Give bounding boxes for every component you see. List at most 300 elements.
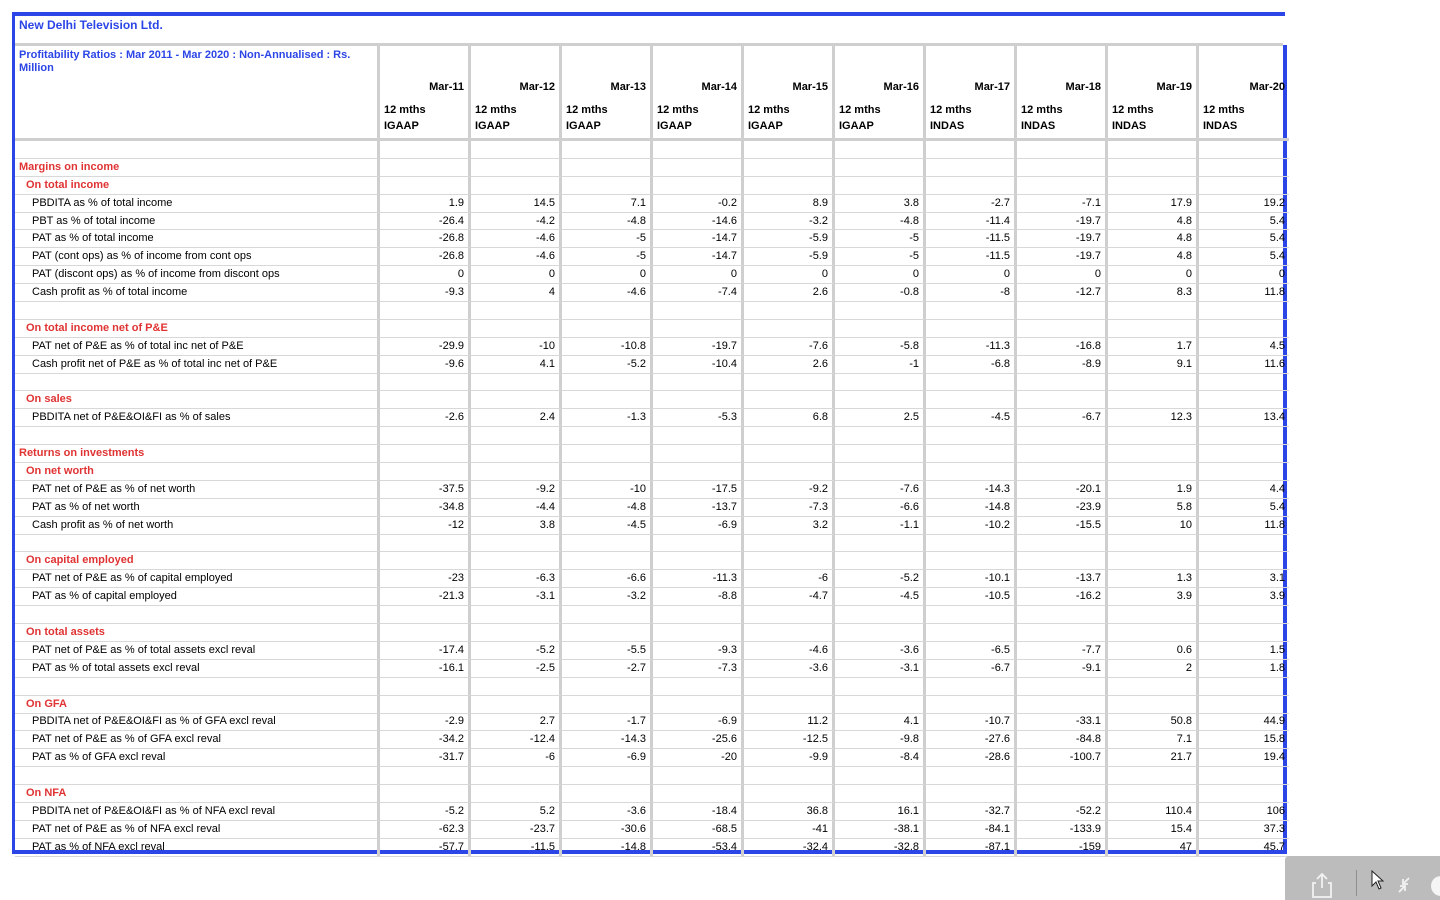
value-cell: -3.2 (744, 213, 835, 231)
value-cell: -9.8 (835, 731, 926, 749)
row-label: Cash profit net of P&E as % of total inc net of P&E (15, 356, 380, 374)
value-cell: -4.8 (562, 213, 653, 231)
period-subheader-row (15, 98, 1289, 141)
value-cell: 0 (926, 266, 1017, 284)
empty-cell (1108, 391, 1199, 409)
empty-cell (835, 606, 926, 624)
period-basis (1017, 98, 1108, 141)
empty-cell (744, 535, 835, 553)
value-cell: -14.7 (653, 248, 744, 266)
period-months: 12 mths (1203, 104, 1245, 116)
value-cell: -2.7 (562, 660, 653, 678)
value-cell: -0.2 (653, 195, 744, 213)
value-cell: -7.3 (744, 499, 835, 517)
empty-cell (926, 535, 1017, 553)
value-cell: 5.8 (1108, 499, 1199, 517)
table-row (15, 588, 1289, 606)
empty-cell (653, 159, 744, 177)
value-cell: -29.9 (380, 338, 471, 356)
value-cell: 0 (562, 266, 653, 284)
value-cell: -12.5 (744, 731, 835, 749)
value-cell: -8.4 (835, 749, 926, 767)
value-cell: -5.9 (744, 248, 835, 266)
value-cell: -52.2 (1017, 803, 1108, 821)
empty-cell (1199, 463, 1289, 481)
empty-cell (1108, 678, 1199, 696)
empty-cell (1108, 159, 1199, 177)
value-cell: -6.7 (926, 660, 1017, 678)
value-cell: -2.9 (380, 714, 471, 732)
value-cell: -4.6 (562, 284, 653, 302)
empty-cell (562, 159, 653, 177)
period-label: Mar-12 (471, 78, 562, 98)
row-label: PBDITA net of P&E&OI&FI as % of sales (15, 409, 380, 427)
empty-cell (835, 678, 926, 696)
period-standard: INDAS (1021, 120, 1056, 132)
value-cell: 1.9 (1108, 481, 1199, 499)
empty-cell (835, 302, 926, 320)
empty-cell (1017, 552, 1108, 570)
section-heading-row (15, 177, 1289, 195)
value-cell: -13.7 (653, 499, 744, 517)
table-row (15, 714, 1289, 732)
value-cell: -10 (562, 481, 653, 499)
value-cell: -4.5 (926, 409, 1017, 427)
value-cell: -23.7 (471, 821, 562, 839)
spacer-row (15, 302, 1289, 320)
empty-cell (926, 606, 1017, 624)
empty-cell (471, 678, 562, 696)
empty-cell (380, 320, 471, 338)
spacer-row (15, 678, 1289, 696)
empty-cell (926, 696, 1017, 714)
value-cell: 2.6 (744, 356, 835, 374)
empty-cell (653, 391, 744, 409)
table-row (15, 803, 1289, 821)
period-label: Mar-11 (380, 78, 471, 98)
table-row (15, 839, 1289, 857)
empty-cell (926, 624, 1017, 642)
value-cell: 1.9 (380, 195, 471, 213)
empty-cell (562, 785, 653, 803)
empty-cell (1108, 445, 1199, 463)
empty-cell (15, 678, 380, 696)
empty-cell (1199, 159, 1289, 177)
value-cell: 44.9 (1199, 714, 1289, 732)
value-cell: -7.4 (653, 284, 744, 302)
header-label-cell (15, 78, 380, 98)
value-cell: -5.3 (653, 409, 744, 427)
value-cell: -87.1 (926, 839, 1017, 857)
value-cell: 16.1 (835, 803, 926, 821)
value-cell: 3.9 (1199, 588, 1289, 606)
value-cell: 0 (380, 266, 471, 284)
value-cell: -16.8 (1017, 338, 1108, 356)
value-cell: -0.8 (835, 284, 926, 302)
section-heading-row (15, 159, 1289, 177)
table-row (15, 642, 1289, 660)
value-cell: -12.4 (471, 731, 562, 749)
row-label: PAT net of P&E as % of NFA excl reval (15, 821, 380, 839)
value-cell: 45.7 (1199, 839, 1289, 857)
value-cell: -14.3 (926, 481, 1017, 499)
row-label: PAT net of P&E as % of net worth (15, 481, 380, 499)
empty-cell (471, 374, 562, 392)
empty-cell (835, 785, 926, 803)
period-basis (744, 98, 835, 141)
spacer-row (15, 374, 1289, 392)
empty-cell (471, 391, 562, 409)
empty-cell (744, 159, 835, 177)
value-cell: 5.4 (1199, 248, 1289, 266)
value-cell: 1.5 (1199, 642, 1289, 660)
value-cell: -7.1 (1017, 195, 1108, 213)
value-cell: -5.5 (562, 642, 653, 660)
value-cell: 106 (1199, 803, 1289, 821)
value-cell: -5.9 (744, 230, 835, 248)
value-cell: -62.3 (380, 821, 471, 839)
value-cell: 0 (1108, 266, 1199, 284)
value-cell: -15.5 (1017, 517, 1108, 535)
empty-cell (471, 445, 562, 463)
section-heading-row (15, 391, 1289, 409)
row-label: PBDITA net of P&E&OI&FI as % of NFA excl reval (15, 803, 380, 821)
value-cell: -26.4 (380, 213, 471, 231)
empty-cell (1199, 374, 1289, 392)
value-cell: -6.5 (926, 642, 1017, 660)
empty-cell (1199, 767, 1289, 785)
value-cell: -1.7 (562, 714, 653, 732)
empty-cell (744, 606, 835, 624)
row-label: PBT as % of total income (15, 213, 380, 231)
period-label: Mar-18 (1017, 78, 1108, 98)
value-cell: 0 (1199, 266, 1289, 284)
empty-cell (653, 141, 744, 159)
empty-cell (562, 678, 653, 696)
row-label: PAT (discont ops) as % of income from discont ops (15, 266, 380, 284)
share-icon[interactable] (1309, 872, 1335, 898)
value-cell: 5.4 (1199, 213, 1289, 231)
table-row (15, 230, 1289, 248)
value-cell: 2 (1108, 660, 1199, 678)
value-cell: -84.1 (926, 821, 1017, 839)
empty-cell (1108, 624, 1199, 642)
empty-cell (1017, 445, 1108, 463)
value-cell: 0 (471, 266, 562, 284)
period-months: 12 mths (748, 104, 790, 116)
empty-cell (744, 552, 835, 570)
empty-cell (380, 678, 471, 696)
value-cell: 3.9 (1108, 588, 1199, 606)
empty-cell (835, 552, 926, 570)
empty-cell (562, 391, 653, 409)
value-cell: -37.5 (380, 481, 471, 499)
value-cell: -133.9 (1017, 821, 1108, 839)
value-cell: 19.4 (1199, 749, 1289, 767)
value-cell: -11.5 (926, 248, 1017, 266)
empty-cell (926, 767, 1017, 785)
value-cell: 3.8 (835, 195, 926, 213)
empty-cell (380, 302, 471, 320)
section-heading: On total income (15, 177, 380, 195)
value-cell: -23.9 (1017, 499, 1108, 517)
empty-cell (1108, 535, 1199, 553)
empty-cell (653, 696, 744, 714)
value-cell: 2.7 (471, 714, 562, 732)
empty-cell (471, 159, 562, 177)
empty-cell (926, 552, 1017, 570)
subheader-label-cell (15, 98, 380, 141)
value-cell: -30.6 (562, 821, 653, 839)
period-months: 12 mths (384, 104, 426, 116)
empty-cell (1017, 374, 1108, 392)
row-label: PAT net of P&E as % of total inc net of P&E (15, 338, 380, 356)
empty-cell (1199, 678, 1289, 696)
empty-cell (653, 445, 744, 463)
empty-cell (15, 427, 380, 445)
value-cell: -6.3 (471, 570, 562, 588)
value-cell: -5.2 (835, 570, 926, 588)
value-cell: -12.7 (1017, 284, 1108, 302)
empty-cell (1108, 177, 1199, 195)
value-cell: -5.2 (562, 356, 653, 374)
value-cell: 0 (1017, 266, 1108, 284)
value-cell: -23 (380, 570, 471, 588)
empty-cell (1199, 302, 1289, 320)
value-cell: -2.5 (471, 660, 562, 678)
value-cell: -6.7 (1017, 409, 1108, 427)
value-cell: -10.8 (562, 338, 653, 356)
company-name: New Delhi Television Ltd. (19, 18, 163, 32)
value-cell: -68.5 (653, 821, 744, 839)
value-cell: -10.4 (653, 356, 744, 374)
value-cell: 50.8 (1108, 714, 1199, 732)
value-cell: -11.4 (926, 213, 1017, 231)
table-row (15, 213, 1289, 231)
value-cell: -6 (471, 749, 562, 767)
section-heading: On capital employed (15, 552, 380, 570)
value-cell: -11.3 (653, 570, 744, 588)
value-cell: -10.2 (926, 517, 1017, 535)
value-cell: -4.4 (471, 499, 562, 517)
empty-cell (380, 177, 471, 195)
empty-cell (471, 535, 562, 553)
table-row (15, 195, 1289, 213)
empty-cell (1108, 606, 1199, 624)
table-row (15, 570, 1289, 588)
empty-cell (1199, 141, 1289, 159)
empty-cell (744, 463, 835, 481)
empty-cell (380, 552, 471, 570)
value-cell: -6.9 (562, 749, 653, 767)
table-row (15, 749, 1289, 767)
value-cell: -21.3 (380, 588, 471, 606)
value-cell: -26.8 (380, 230, 471, 248)
value-cell: -5.2 (471, 642, 562, 660)
empty-cell (835, 320, 926, 338)
value-cell: -1.3 (562, 409, 653, 427)
empty-cell (562, 427, 653, 445)
empty-cell (1017, 159, 1108, 177)
period-standard: IGAAP (475, 120, 510, 132)
empty-cell (1017, 535, 1108, 553)
period-months: 12 mths (839, 104, 881, 116)
value-cell: -8.9 (1017, 356, 1108, 374)
empty-cell (1017, 177, 1108, 195)
empty-cell (1017, 391, 1108, 409)
empty-cell (471, 141, 562, 159)
empty-cell (926, 177, 1017, 195)
empty-cell (1108, 767, 1199, 785)
value-cell: -14.8 (562, 839, 653, 857)
value-cell: 3.1 (1199, 570, 1289, 588)
value-cell: -13.7 (1017, 570, 1108, 588)
empty-cell (562, 624, 653, 642)
period-basis (835, 98, 926, 141)
value-cell: -14.6 (653, 213, 744, 231)
table-row (15, 499, 1289, 517)
value-cell: -16.1 (380, 660, 471, 678)
empty-cell (471, 606, 562, 624)
value-cell: -19.7 (1017, 248, 1108, 266)
empty-cell (471, 320, 562, 338)
value-cell: -16.2 (1017, 588, 1108, 606)
value-cell: -34.2 (380, 731, 471, 749)
empty-cell (653, 606, 744, 624)
empty-cell (15, 606, 380, 624)
empty-cell (380, 624, 471, 642)
value-cell: 11.2 (744, 714, 835, 732)
period-standard: INDAS (930, 120, 965, 132)
value-cell: -19.7 (653, 338, 744, 356)
empty-cell (835, 463, 926, 481)
value-cell: -2.6 (380, 409, 471, 427)
value-cell: 0.6 (1108, 642, 1199, 660)
empty-cell (1199, 445, 1289, 463)
period-basis (380, 98, 471, 141)
period-months: 12 mths (1021, 104, 1063, 116)
empty-cell (380, 535, 471, 553)
dock-divider (1356, 870, 1357, 896)
empty-cell (744, 302, 835, 320)
empty-cell (744, 141, 835, 159)
empty-cell (380, 445, 471, 463)
value-cell: 19.2 (1199, 195, 1289, 213)
period-standard: IGAAP (384, 120, 419, 132)
value-cell: -4.6 (471, 248, 562, 266)
value-cell: 2.4 (471, 409, 562, 427)
value-cell: -32.8 (835, 839, 926, 857)
value-cell: -34.8 (380, 499, 471, 517)
value-cell: -7.3 (653, 660, 744, 678)
empty-cell (471, 696, 562, 714)
value-cell: -4.5 (562, 517, 653, 535)
value-cell: -3.6 (562, 803, 653, 821)
empty-cell (835, 535, 926, 553)
section-heading: On GFA (15, 696, 380, 714)
empty-cell (380, 391, 471, 409)
value-cell: -4.2 (471, 213, 562, 231)
empty-cell (380, 427, 471, 445)
dock-help-button[interactable] (1431, 876, 1440, 896)
empty-cell (653, 320, 744, 338)
value-cell: -4.8 (562, 499, 653, 517)
period-label: Mar-15 (744, 78, 835, 98)
value-cell: 13.4 (1199, 409, 1289, 427)
value-cell: -6.9 (653, 714, 744, 732)
value-cell: 3.2 (744, 517, 835, 535)
period-months: 12 mths (1112, 104, 1154, 116)
value-cell: -32.7 (926, 803, 1017, 821)
empty-cell (1108, 785, 1199, 803)
period-standard: IGAAP (748, 120, 783, 132)
empty-cell (1017, 696, 1108, 714)
empty-cell (744, 391, 835, 409)
empty-cell (471, 463, 562, 481)
value-cell: -9.2 (471, 481, 562, 499)
value-cell: 11.6 (1199, 356, 1289, 374)
value-cell: -9.1 (1017, 660, 1108, 678)
empty-cell (1017, 624, 1108, 642)
value-cell: -14.7 (653, 230, 744, 248)
profitability-ratios-table (15, 46, 1289, 857)
section-heading-row (15, 445, 1289, 463)
value-cell: 0 (744, 266, 835, 284)
period-months: 12 mths (475, 104, 517, 116)
empty-cell (653, 552, 744, 570)
row-label: PAT as % of capital employed (15, 588, 380, 606)
empty-cell (653, 624, 744, 642)
empty-cell (380, 785, 471, 803)
value-cell: 1.8 (1199, 660, 1289, 678)
empty-cell (926, 427, 1017, 445)
value-cell: -17.4 (380, 642, 471, 660)
collapse-icon[interactable] (1395, 874, 1417, 896)
period-basis (1108, 98, 1199, 141)
empty-cell (380, 141, 471, 159)
spacer-row (15, 141, 1289, 159)
empty-cell (1017, 463, 1108, 481)
value-cell: 110.4 (1108, 803, 1199, 821)
spacer-row (15, 535, 1289, 553)
spacer-row (15, 427, 1289, 445)
section-heading-row (15, 320, 1289, 338)
period-basis (471, 98, 562, 141)
value-cell: 6.8 (744, 409, 835, 427)
value-cell: 2.5 (835, 409, 926, 427)
empty-cell (15, 767, 380, 785)
empty-cell (835, 624, 926, 642)
value-cell: -14.3 (562, 731, 653, 749)
empty-cell (926, 678, 1017, 696)
spacer-row (15, 606, 1289, 624)
empty-cell (471, 302, 562, 320)
empty-cell (744, 678, 835, 696)
period-label: Mar-14 (653, 78, 744, 98)
section-heading: On total income net of P&E (15, 320, 380, 338)
table-row (15, 248, 1289, 266)
value-cell: -6.9 (653, 517, 744, 535)
empty-cell (653, 374, 744, 392)
empty-cell (1199, 177, 1289, 195)
empty-cell (1017, 302, 1108, 320)
value-cell: -12 (380, 517, 471, 535)
value-cell: 4.4 (1199, 481, 1289, 499)
value-cell: -57.7 (380, 839, 471, 857)
value-cell: 17.9 (1108, 195, 1199, 213)
empty-cell (1108, 696, 1199, 714)
value-cell: 8.9 (744, 195, 835, 213)
